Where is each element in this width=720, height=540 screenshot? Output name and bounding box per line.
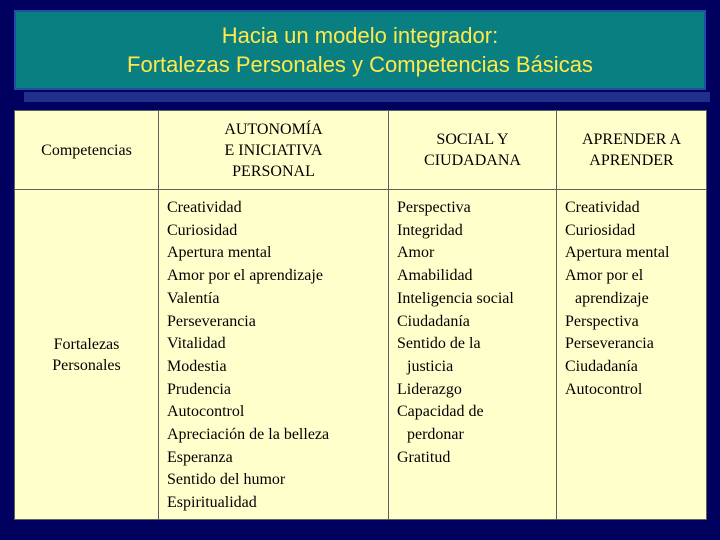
title-shadow bbox=[24, 92, 710, 102]
header-aprender-line-2: APRENDER bbox=[589, 152, 674, 169]
list-item: perdonar bbox=[407, 426, 464, 444]
list-item: Sentido de la bbox=[397, 335, 481, 353]
list-item: Creatividad bbox=[565, 199, 640, 216]
header-autonomia bbox=[159, 111, 389, 190]
list-item: Vitalidad bbox=[167, 335, 226, 353]
strengths-row bbox=[15, 190, 707, 520]
list-item: Amor bbox=[397, 244, 435, 262]
header-social bbox=[389, 111, 557, 190]
header-autonomia-line-2: E INICIATIVA bbox=[224, 141, 323, 159]
list-item: Integridad bbox=[397, 221, 463, 239]
header-social-line-1: SOCIAL Y bbox=[436, 131, 509, 148]
list-item: Perspectiva bbox=[565, 312, 639, 330]
list-item: Inteligencia social bbox=[397, 289, 514, 307]
header-autonomia-line-1: AUTONOMÍA bbox=[224, 120, 323, 138]
title-line-2: Fortalezas Personales y Competencias Básicas bbox=[127, 52, 593, 77]
list-item: justicia bbox=[407, 357, 454, 375]
list-item: Apertura mental bbox=[167, 244, 272, 262]
list-item: Creatividad bbox=[167, 199, 242, 216]
header-aprender-line-1: APRENDER A bbox=[581, 131, 682, 148]
title-box bbox=[14, 10, 706, 90]
cell-aprender bbox=[557, 190, 707, 520]
header-row bbox=[15, 111, 707, 190]
list-item: Modestia bbox=[167, 357, 227, 375]
list-item: Sentido del humor bbox=[167, 471, 286, 489]
list-item: Ciudadanía bbox=[565, 357, 638, 375]
row-label-fortalezas bbox=[15, 190, 159, 520]
cell-social bbox=[389, 190, 557, 520]
list-item: Curiosidad bbox=[167, 221, 238, 239]
list-item: Perspectiva bbox=[397, 199, 471, 216]
corner-label: Competencias bbox=[15, 111, 159, 190]
list-item: Esperanza bbox=[167, 448, 233, 466]
list-item: Apreciación de la belleza bbox=[167, 426, 330, 444]
list-item: Autocontrol bbox=[167, 403, 245, 421]
row-label-line-1: Fortalezas bbox=[53, 335, 120, 353]
list-item: Apertura mental bbox=[565, 244, 670, 262]
list-item: aprendizaje bbox=[575, 289, 649, 307]
header-aprender bbox=[557, 111, 707, 190]
list-item: Perseverancia bbox=[167, 312, 256, 330]
list-item: Capacidad de bbox=[397, 403, 484, 421]
list-item: Amor por el bbox=[565, 267, 644, 285]
list-item: Amor por el aprendizaje bbox=[167, 267, 323, 285]
list-item: Autocontrol bbox=[565, 380, 643, 398]
row-label-line-2: Personales bbox=[52, 356, 121, 374]
list-item: Ciudadanía bbox=[397, 312, 470, 330]
header-social-line-2: CIUDADANA bbox=[424, 152, 521, 169]
list-item: Valentía bbox=[167, 289, 220, 307]
list-item: Perseverancia bbox=[565, 335, 654, 353]
header-autonomia-line-3: PERSONAL bbox=[232, 162, 315, 180]
list-item: Prudencia bbox=[167, 380, 231, 398]
competencies-table bbox=[14, 110, 707, 520]
list-item: Espiritualidad bbox=[167, 494, 257, 512]
cell-autonomia bbox=[159, 190, 389, 520]
list-item: Gratitud bbox=[397, 448, 451, 466]
title-line-1: Hacia un modelo integrador: bbox=[221, 23, 499, 48]
list-item: Liderazgo bbox=[397, 380, 462, 398]
list-item: Curiosidad bbox=[565, 221, 636, 239]
list-item: Amabilidad bbox=[397, 267, 473, 285]
